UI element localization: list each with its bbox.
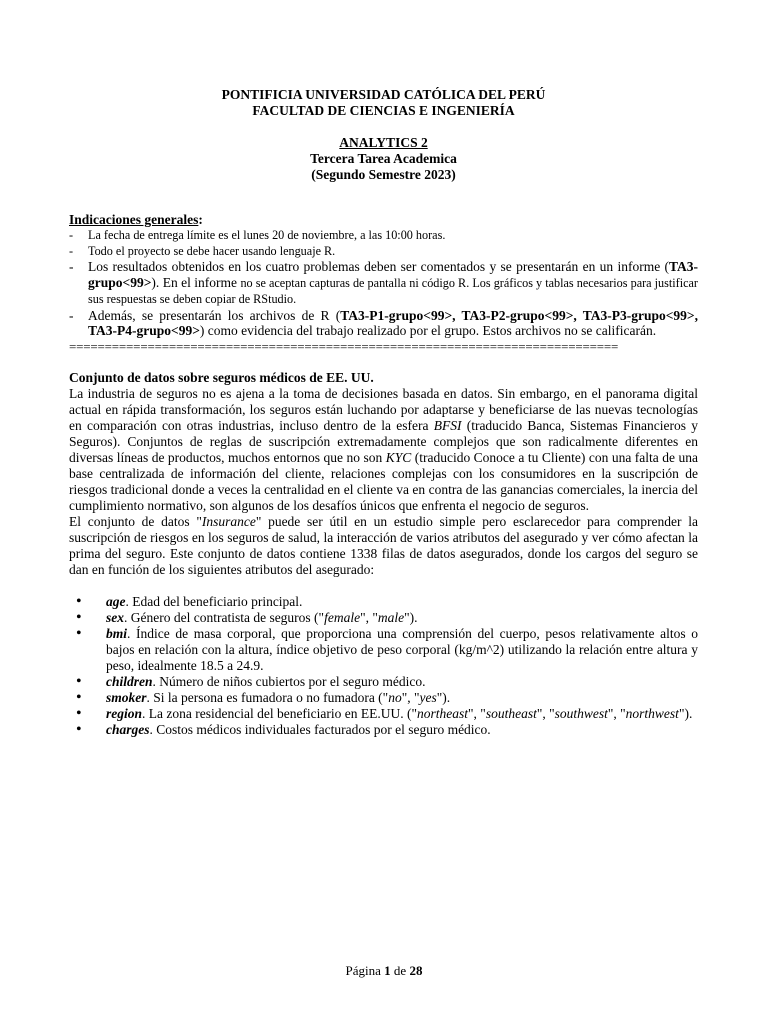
document-header xyxy=(69,87,698,183)
page-content xyxy=(69,87,698,738)
attribute-smoker: • smoker. Si la persona es fumadora o no fumadora ("no", "yes"). xyxy=(69,690,698,706)
semester-label: (Segundo Semestre 2023) xyxy=(311,167,456,182)
dataset-title: Conjunto de datos sobre seguros médicos de EE. UU. xyxy=(69,369,374,385)
attribute-children: • children. Número de niños cubiertos por el seguro médico. xyxy=(69,674,698,690)
page-of-word: de xyxy=(393,963,407,978)
dataset-paragraph-2: El conjunto de datos "Insurance" puede ser útil en un estudio simple pero esclarecedor para comprender la suscripción de riesgos en los seguros de salud, la interacción de varios atributos del asegurado y ver cómo afectan la prima del seguro. Este conjunto de datos contiene 1338 filas de datos asegurados, donde los cargos del seguro se dan en función de los siguientes atributos del asegurado: xyxy=(69,513,698,577)
page-footer xyxy=(0,963,768,979)
page-total: 28 xyxy=(409,963,423,978)
assignment-title: Tercera Tarea Academica xyxy=(310,151,457,166)
attributes-list xyxy=(69,594,698,738)
list-item: - Además, se presentarán los archivos de R (TA3-P1-grupo<99>, TA3-P2-grupo<99>, TA3-P3-grupo<99>, TA3-P4-grupo<99>) como evidencia del trabajo realizado por el grupo. Estos archivos no se calificarán. xyxy=(69,308,698,339)
separator-line: ============================================================================= xyxy=(69,338,619,354)
page-word: Página xyxy=(345,963,381,978)
list-item: - Los resultados obtenidos en los cuatro problemas deben ser comentados y se presentarán en un informe (TA3-grupo<99>). En el informe no se aceptan capturas de pantalla ni código R. Los gráficos y tablas necesarios para justificar sus respuestas se deben copiar de RStudio. xyxy=(69,259,698,308)
attribute-charges: • charges. Costos médicos individuales facturados por el seguro médico. xyxy=(69,722,698,738)
attribute-bmi: • bmi. Índice de masa corporal, que proporciona una comprensión del cuerpo, pesos relativamente altos o bajos en relación con la altura, índice objetivo de peso corporal (kg/m^2) utilizando la relación entre altura y peso, idealmente 18.5 a 24.9. xyxy=(69,626,698,674)
faculty-name: FACULTAD DE CIENCIAS E INGENIERÍA xyxy=(252,103,515,118)
list-item: - Todo el proyecto se debe hacer usando lenguaje R. xyxy=(69,244,698,260)
attribute-region: • region. La zona residencial del beneficiario en EE.UU. ("northeast", "southeast", "southwest", "northwest"). xyxy=(69,706,698,722)
page-current: 1 xyxy=(384,963,391,978)
course-title: ANALYTICS 2 xyxy=(339,135,428,150)
attribute-sex: • sex. Género del contratista de seguros ("female", "male"). xyxy=(69,610,698,626)
indications-list xyxy=(69,228,698,339)
dataset-paragraph-1: La industria de seguros no es ajena a la toma de decisiones basada en datos. Sin embargo, en el panorama digital actual en rápida transformación, los seguros están luchando por adaptarse y beneficiarse de las nuevas tecnologías en comparación con otras industrias, incluso dentro de la esfera BFSI (traducido Banca, Sistemas Financieros y Seguros). Conjuntos de reglas de suscripción extremadamente complejos que son radicalmente diferentes en diversas líneas de productos, muchos entornos que no son KYC (traducido Conoce a tu Cliente) con una falta de una base centralizada de información del cliente, relaciones complejas con los consumidores en la suscripción de riesgos tradicional donde a veces la centralidad en el cliente va en contra de las ganancias comerciales, la inercia del cumplimiento normativo, son algunos de los desafíos únicos que enfrenta el negocio de seguros. xyxy=(69,385,698,513)
university-name: PONTIFICIA UNIVERSIDAD CATÓLICA DEL PERÚ xyxy=(221,87,546,102)
list-item: - La fecha de entrega límite es el lunes 20 de noviembre, a las 10:00 horas. xyxy=(69,228,698,244)
indications-heading: Indicaciones generales: xyxy=(69,212,203,227)
indications-title: Indicaciones generales xyxy=(69,212,199,227)
attribute-age: • age. Edad del beneficiario principal. xyxy=(69,594,698,610)
